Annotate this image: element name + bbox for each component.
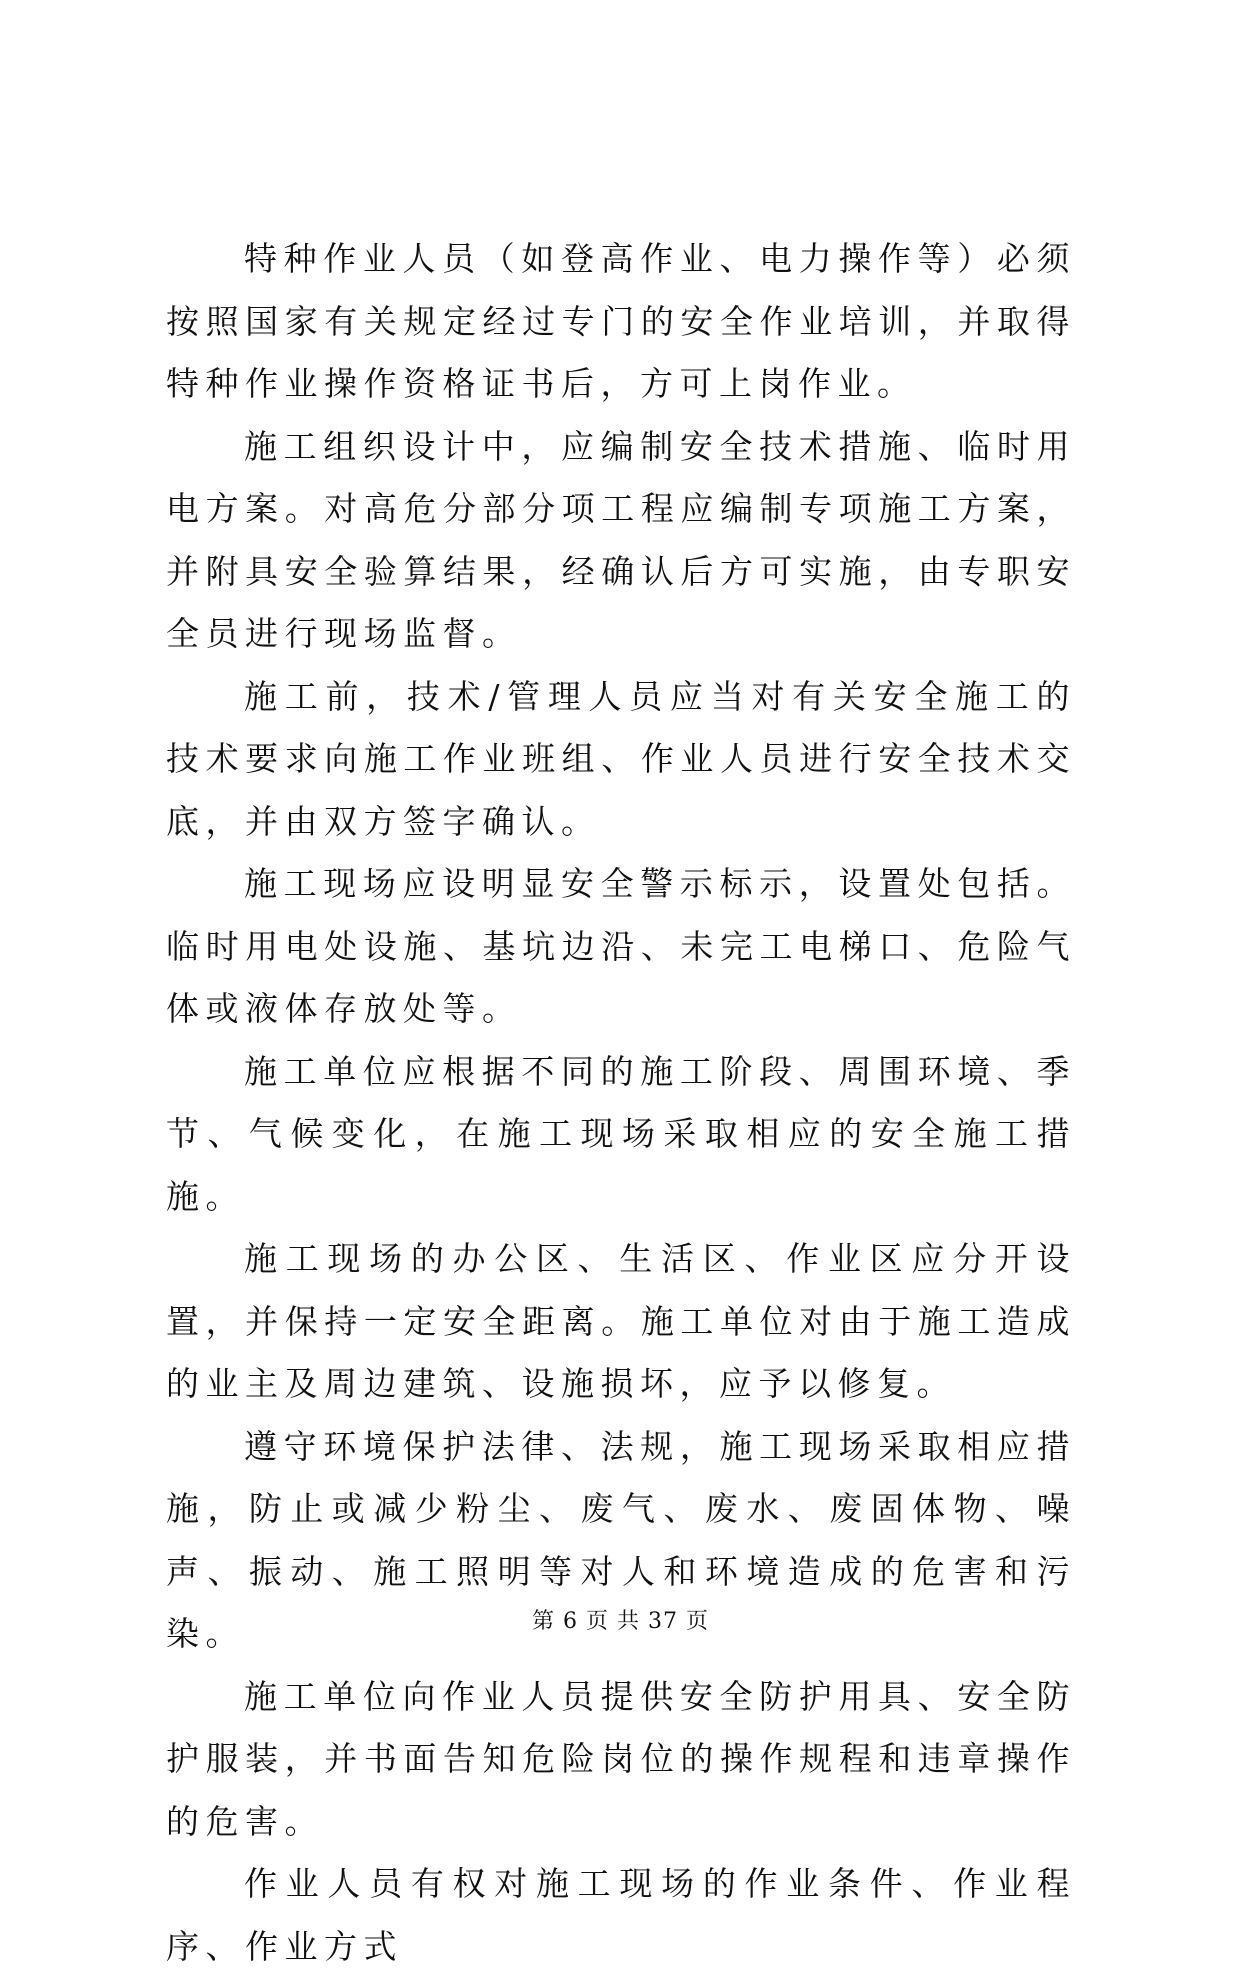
paragraph-worker-rights: 作业人员有权对施工现场的作业条件、作业程序、作业方式 xyxy=(166,1864,1076,1966)
paragraph-site-zoning: 施工现场的办公区、生活区、作业区应分开设置，并保持一定安全距离。施工单位对由于施工造成的业主及周边建筑、设施损坏，应予以修复。 xyxy=(166,1239,1076,1403)
paragraph-stage-measures: 施工单位应根据不同的施工阶段、周围环境、季节、气候变化，在施工现场采取相应的安全施工措施。 xyxy=(166,1051,1076,1216)
document-body xyxy=(166,228,1076,1978)
paragraph-construction-design: 施工组织设计中，应编制安全技术措施、临时用电方案。对高危分部分项工程应编制专项施工方案，并附具安全验算结果，经确认后方可实施，由专职安全员进行现场监督。 xyxy=(166,426,1076,653)
paragraph-technical-briefing: 施工前，技术/管理人员应当对有关安全施工的技术要求向施工作业班组、作业人员进行安全技术交底，并由双方签字确认。 xyxy=(166,676,1076,841)
paragraph-special-operators: 特种作业人员（如登高作业、电力操作等）必须按照国家有关规定经过专门的安全作业培训，并取得特种作业操作资格证书后，方可上岗作业。 xyxy=(166,239,1076,403)
paragraph-environmental-protection: 遵守环境保护法律、法规，施工现场采取相应措施，防止或减少粉尘、废气、废水、废固体物、噪声、振动、施工照明等对人和环境造成的危害和污染。 xyxy=(166,1426,1076,1653)
page-number: 第 6 页 共 37 页 xyxy=(532,1609,709,1634)
paragraph-warning-signs: 施工现场应设明显安全警示标示，设置处包括。临时用电处设施、基坑边沿、未完工电梯口、危险气体或液体存放处等。 xyxy=(166,864,1076,1028)
paragraph-protective-equipment: 施工单位向作业人员提供安全防护用具、安全防护服装，并书面告知危险岗位的操作规程和违章操作的危害。 xyxy=(166,1676,1076,1841)
